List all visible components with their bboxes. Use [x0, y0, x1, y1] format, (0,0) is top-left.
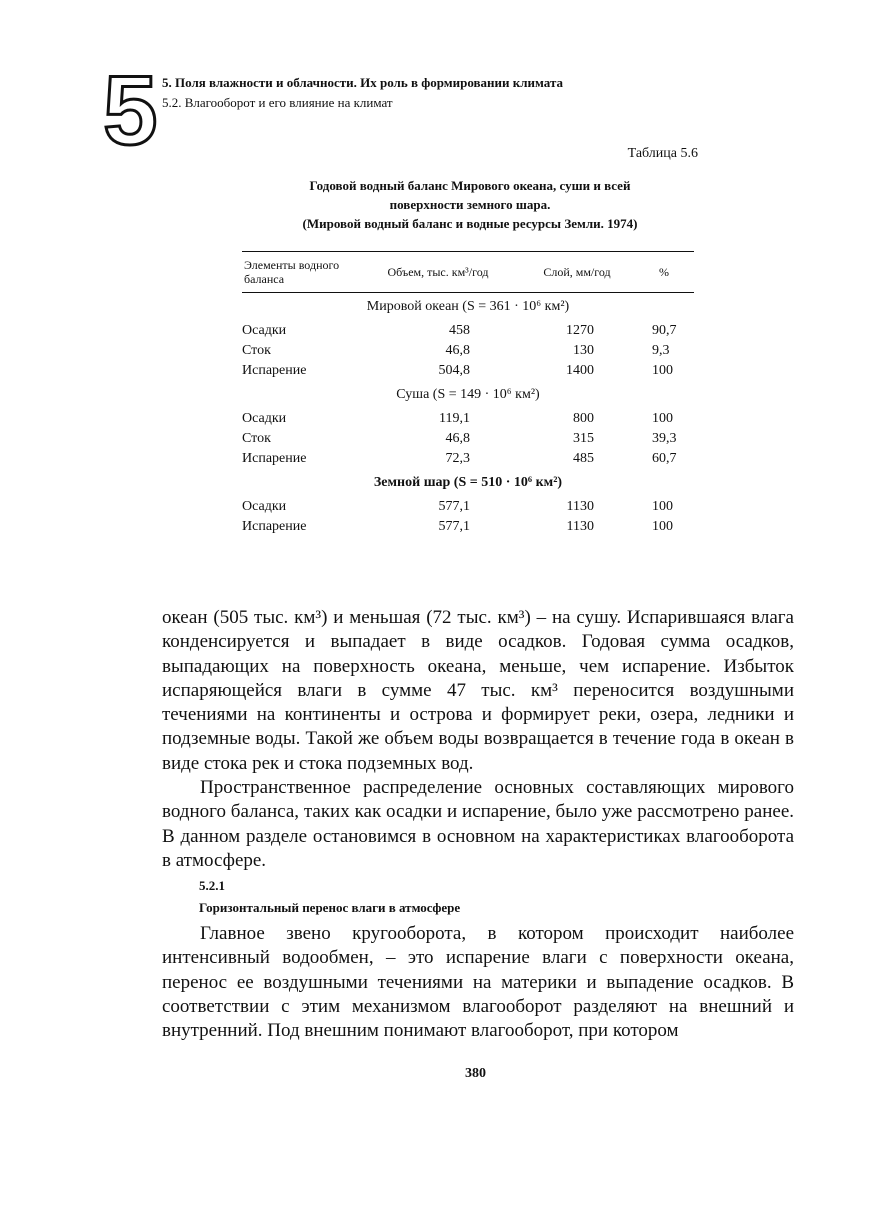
- layer-cell: 1130: [566, 499, 594, 514]
- layer-cell: 1400: [566, 363, 594, 378]
- percent-cell: 100: [652, 363, 673, 378]
- volume-cell: 72,3: [445, 451, 470, 466]
- chapter-title: 5. Поля влажности и облачности. Их роль в формировании климата: [162, 75, 564, 90]
- column-header-elements: Элементы водного баланса: [244, 258, 340, 286]
- percent-cell: 100: [652, 411, 673, 426]
- element-cell: Осадки: [242, 323, 287, 338]
- paragraph: Главное звено кругооборота, в котором происходит наиболее интенсивный водообмен, – это испарение влаги с поверхности океана, перенос ее воздушными течениями на материки и выпадение осадков. В соответствии с этим механизмом влагооборот разделяют на внешний и внутренний. Под внешним понимают влагооборот, при котором: [162, 923, 794, 1042]
- section-header-cell: Суша (S = 149 · 10⁶ км²): [396, 387, 540, 402]
- running-head: [162, 73, 563, 113]
- element-cell: Испарение: [242, 451, 307, 466]
- element-cell: Испарение: [242, 519, 307, 534]
- volume-cell: 577,1: [438, 499, 470, 514]
- table-title-line: поверхности земного шара.: [389, 197, 551, 212]
- section-title: Горизонтальный перенос влаги в атмосфере: [199, 900, 461, 915]
- table-row: [242, 341, 694, 361]
- table-row: [242, 409, 694, 429]
- section-header-cell: Земной шар (S = 510 · 10⁶ км²): [373, 475, 563, 490]
- percent-cell: 60,7: [652, 451, 677, 466]
- chapter-number: 5: [103, 55, 158, 165]
- water-balance-table-container: [242, 251, 694, 537]
- layer-cell: 485: [573, 451, 594, 466]
- percent-cell: 90,7: [652, 323, 677, 338]
- percent-cell: 100: [652, 519, 673, 534]
- volume-cell: 119,1: [439, 411, 470, 426]
- volume-cell: 46,8: [445, 343, 470, 358]
- table-header-row: [242, 252, 694, 293]
- element-cell: Осадки: [242, 411, 287, 426]
- element-cell: Сток: [242, 343, 271, 358]
- element-cell: Испарение: [242, 363, 307, 378]
- paragraph: океан (505 тыс. км³) и меньшая (72 тыс. км³) – на сушу. Испарившаяся влага конденсируется и выпадает в виде осадков. Годовая сумма осадков, выпадающих на поверхность океана, меньше, чем испарение. Избыток испаряющейся влаги в сумме 47 тыс. км³ переносится воздушными течениями на континенты и острова и формирует реки, озера, ледники и подземные воды. Такой же объем воды возвращается в течение года в океан в виде стока рек и стока подземных вод.: [162, 607, 794, 774]
- volume-cell: 504,8: [438, 363, 470, 378]
- volume-cell: 46,8: [445, 431, 470, 446]
- section-header-cell: Мировой океан (S = 361 · 10⁶ км²): [366, 299, 570, 314]
- element-cell: Сток: [242, 431, 271, 446]
- table-section-header: [242, 381, 694, 409]
- layer-cell: 1130: [566, 519, 594, 534]
- paragraph: Пространственное распределение основных составляющих мирового водного баланса, таких как осадки и испарение, было уже рассмотрено ранее. В данном разделе остановимся в основном на характеристиках влагооборота в атмосфере.: [162, 777, 794, 871]
- volume-cell: 458: [449, 323, 470, 338]
- water-balance-table: [242, 251, 694, 537]
- column-header-layer: Слой, мм/год: [543, 265, 611, 279]
- table-row: [242, 497, 694, 517]
- subsection-title: 5.2. Влагооборот и его влияние на климат: [162, 95, 393, 110]
- table-row: [242, 361, 694, 381]
- layer-cell: 1270: [566, 323, 594, 338]
- volume-cell: 577,1: [438, 519, 470, 534]
- column-header-volume: Объем, тыс. км³/год: [387, 265, 489, 279]
- table-title: [245, 176, 695, 233]
- percent-cell: 39,3: [652, 431, 677, 446]
- table-label: Таблица 5.6: [627, 146, 698, 161]
- table-title-line: Годовой водный баланс Мирового океана, суши и всей: [309, 178, 631, 193]
- paragraph-block: [162, 922, 794, 1043]
- table-section-header: [242, 293, 694, 322]
- table-row: [242, 449, 694, 469]
- element-cell: Осадки: [242, 499, 287, 514]
- table-title-line: (Мировой водный баланс и водные ресурсы Земли. 1974): [302, 216, 638, 231]
- layer-cell: 800: [573, 411, 594, 426]
- table-row: [242, 429, 694, 449]
- section-number: 5.2.1: [199, 878, 225, 893]
- layer-cell: 130: [573, 343, 594, 358]
- table-row: [242, 321, 694, 341]
- paragraph-block: [162, 606, 794, 873]
- table-body: [242, 293, 694, 538]
- percent-cell: 9,3: [652, 343, 670, 358]
- percent-cell: 100: [652, 499, 673, 514]
- table-section-header: [242, 469, 694, 497]
- table-row: [242, 517, 694, 537]
- layer-cell: 315: [573, 431, 594, 446]
- column-header-percent: %: [659, 265, 669, 279]
- page-number: 380: [465, 1066, 486, 1081]
